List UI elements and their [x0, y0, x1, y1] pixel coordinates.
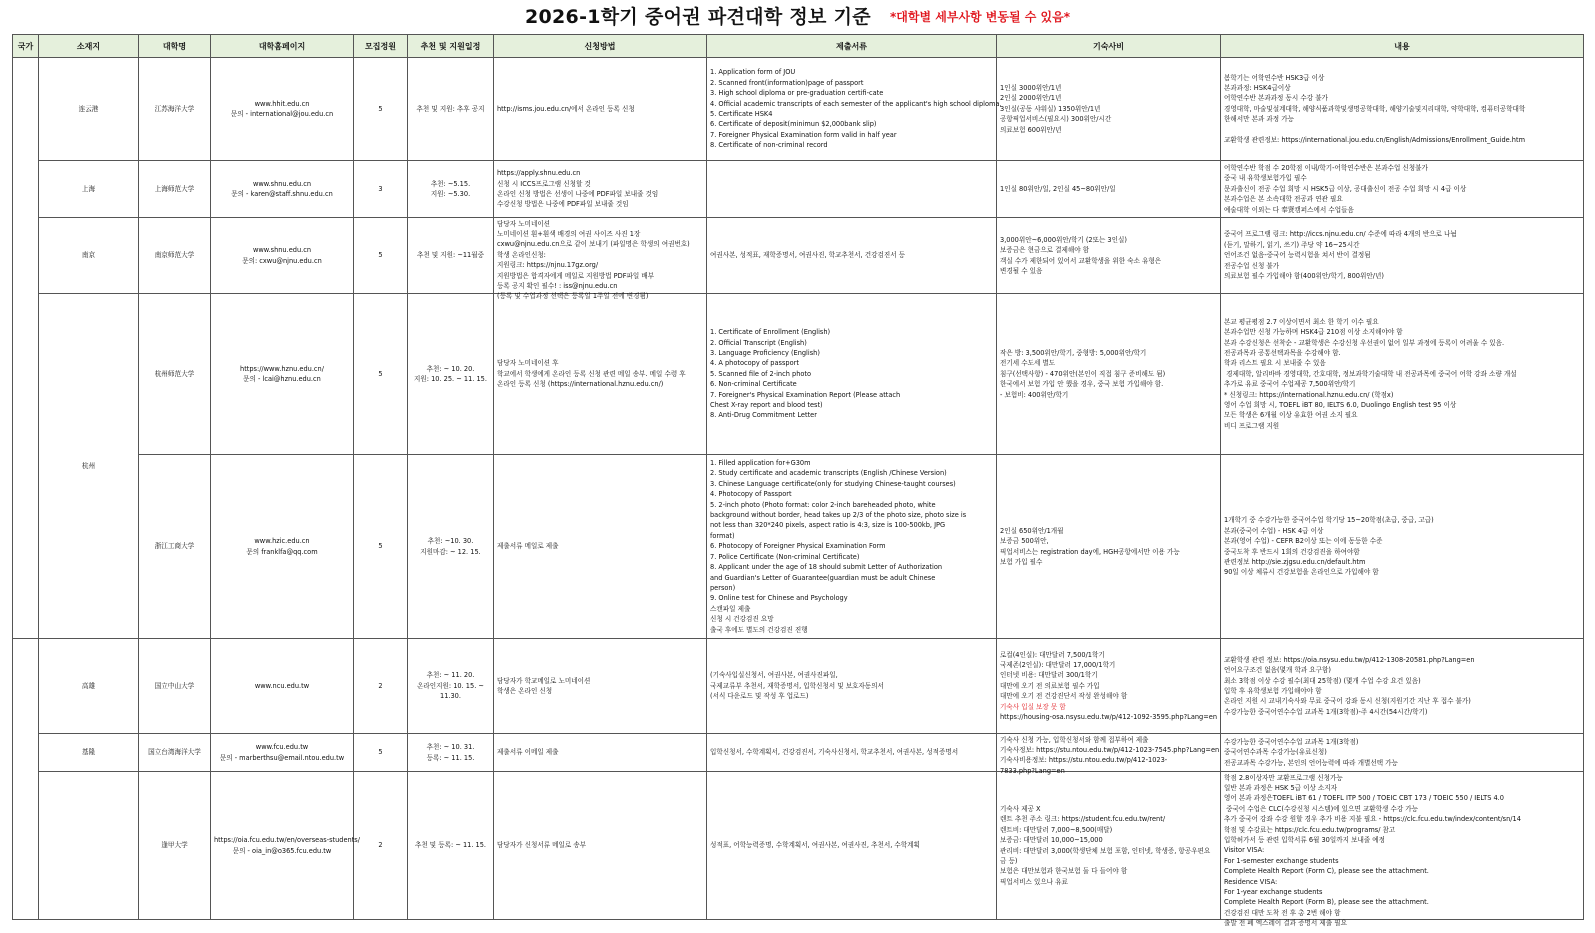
documents-cell: 여권사본, 성적표, 재학증명서, 여권사진, 학교추천서, 건강검진서 등	[707, 218, 997, 294]
documents-cell: 입학신청서, 수학계획서, 건강검진서, 기숙사신청서, 학교추천서, 여권사본, 성적증명서	[707, 734, 997, 772]
col-header-schedule: 추천 및 지원일정	[408, 35, 494, 58]
homepage-cell: https://oia.fcu.edu.tw/en/overseas-students/ 문의 - oia_in@o365.fcu.edu.tw	[211, 772, 354, 920]
dorm-cell: 작은 방: 3,500위안/학기, 중형방: 5,000위안/학기 전기세 수도세 별도 침구(선택사항) - 470위안(본인이 직접 침구 준비해도 됨) 한국에서 보험 가입 안 했을 경우, 중국 보험 가입해야 함. - 보험비: 400위안/학기	[997, 294, 1221, 455]
method-cell: 담당자가 학교메일로 노미네이션 학생은 온라인 신청	[494, 639, 707, 734]
col-header-location: 소재지	[39, 35, 139, 58]
table-row	[13, 734, 1584, 772]
table-row	[13, 455, 1584, 639]
dorm-cell: 로컬(4인실): 대만달러 7,500/1학기 국제존(2인실): 대만달러 17,000/1학기 인터넷 비용: 대만달러 300/1학기 대만에 오기 전 의료보험 필수 가입 대만에 오기 전 건강진단서 작성 완성해야 함 기숙사 입실 보장 못 함 https://housing-osa.nsysu.edu.tw/p/412-1092-3595.php?Lang=en	[997, 639, 1221, 734]
documents-cell: 성적표, 어학능력증명, 수학계획서, 여권사본, 여권사진, 추천서, 수학계획	[707, 772, 997, 920]
location-cell: 上海	[39, 161, 139, 218]
documents-cell: 1. Filled application for+G30m 2. Study certificate and academic transcripts (English /Chinese Version) 3. Chinese Language certificate(only for studying Chinese-taught courses) 4. Photocopy of Passport 5. 2-inch photo (Photo format: color 2-inch bareheaded photo, white background without border, head takes up 2/3 of the photo size, photo size is not less than 320*240 pixels, aspect ratio is 4:3, size is 100-500kb, JPG format) 6. Photocopy of Foreigner Physical Examination Form 7. Police Certificate (Non-criminal Certificate) 8. Applicant under the age of 18 should submit Letter of Authorization and Guardian's Letter of Guarantee(guardian must be adult Chinese person) 9. Online test for Chinese and Psychology 스캔파일 제출 신청 시 건강검진 요망 출국 후에도 별도의 건강검진 진행	[707, 455, 997, 639]
col-header-content: 내용	[1221, 35, 1584, 58]
homepage-cell: www.ncu.edu.tw	[211, 639, 354, 734]
schedule-cell: 추천: ~ 11. 20. 온라인지원: 10. 15. ~ 11.30.	[408, 639, 494, 734]
dorm-warning: 기숙사 입실 보장 못 함	[1000, 702, 1066, 711]
university-cell: 逢甲大学	[139, 772, 211, 920]
content-cell: 어학연수반 학점 수 20학점 이내/학기-어학연수반은 본과수업 신청불가 중국 내 유학생보험가입 필수 문과출신이 전공 수업 희망 시 HSK5급 이상, 공대출신이 전공 수업 희망 시 4급 이상 본과수업은 본 소속대학 전공과 연관 필요 예술대학 이외는 다 奉贤캠퍼스에서 수업들음	[1221, 161, 1584, 218]
method-cell: http://isms.jou.edu.cn/에서 온라인 등록 신청	[494, 58, 707, 161]
quota-cell: 5	[354, 734, 408, 772]
homepage-cell: www.fcu.edu.tw 문의 - marberthsu@email.ntou.edu.tw	[211, 734, 354, 772]
page-title: 2026-1학기 중어권 파견대학 정보 기준	[524, 6, 871, 28]
content-cell: 교환학생 관련 정보: https://oia.nsysu.edu.tw/p/412-1308-20581.php?Lang=en 언어요구조건 없음(몇개 학과 요구함) 최소 3학점 이상 수강 필수(최대 25학점) (몇개 수업 수강 요건 있음) 입학 후 유학생보험 가입해야야 함 온라인 지원 시 교내기숙사와 무료 중국어 강좌 동시 신청(지원기간 지난 후 접수 불가) 수강가능한 중국어연수수업 교과목 1개(3학점)-주 4시간(54시간/학기)	[1221, 639, 1584, 734]
quota-cell: 3	[354, 161, 408, 218]
homepage-cell: www.shnu.edu.cn 문의: cxwu@njnu.edu.cn	[211, 218, 354, 294]
dorm-cell: 1인실 80위안/일, 2인실 45~80위안/일	[997, 161, 1221, 218]
table-row	[13, 294, 1584, 455]
dorm-link: https://housing-osa.nsysu.edu.tw/p/412-1092-3595.php?Lang=en	[1000, 713, 1218, 722]
schedule-cell: 추천: ~ 10. 20. 지원: 10. 25. ~ 11. 15.	[408, 294, 494, 455]
location-cell	[39, 772, 139, 920]
quota-cell: 5	[354, 294, 408, 455]
method-cell: 담당자가 신청서류 메일로 송부	[494, 772, 707, 920]
university-info-table	[12, 34, 1584, 928]
method-cell: 제출서류 메일로 제출	[494, 455, 707, 639]
dorm-cell: 기숙사 신청 가능, 입학신청서와 함께 접부하여 제출 기숙사정보: https://stu.ntou.edu.tw/p/412-1023-7545.php?Lang=en 기숙사비용정보: https://stu.ntou.edu.tw/p/412-1023- 7833.php?Lang=en	[997, 734, 1221, 772]
schedule-cell: 추천: ~10. 30. 지원마감: ~ 12. 15.	[408, 455, 494, 639]
country-cell-china	[13, 58, 39, 639]
content-cell: 본교 평균평점 2.7 이상이면서 최소 한 학기 이수 필요 본과수업만 신청 가능하며 HSK4급 210점 이상 소지해야야 함 본과 수강신청은 선착순 - 교환학생은 수강신청 우선권이 없어 일부 과정에 등록이 어려울 수 있음. 전공과목과 공통선택과목을 수강해야 함. 학과 리스트 필요 시 보내줄 수 있음 경제대학, 알리바바 경영대학, 간호대학, 정보과학기술대학 내 전공과목에 중국어 어학 강좌 소량 개설 추가로 유료 중국어 수업제공 7,500위안/학기 * 신청링크: https://international.hznu.edu.cn/ (학점x) 영어 수업 희망 시, TOEFL iBT 80, IELTS 6.0, Duolingo English test 95 이상 모든 학생은 6개월 이상 유효한 여권 소지 필요 비디 프로그램 지원	[1221, 294, 1584, 455]
content-cell: 봄학기는 어학연수반 HSK3급 이상 본과과정: HSK4급이상 어학연수반 본과과정 동시 수강 불가 경영대학, 마술및설계대학, 해양식품과학및생명공학대학, 해양기술및지리대학, 약학대학, 컴퓨터공학대학 한해서만 본과 과정 가능 교환학생 관련정보: https://international.jou.edu.cn/English/Admissions/Enrollment_Guide.htm	[1221, 58, 1584, 161]
col-header-dorm: 기숙사비	[997, 35, 1221, 58]
quota-cell: 2	[354, 639, 408, 734]
content-cell: 중국어 프로그램 링크: http://iccs.njnu.edu.cn/ 수준에 따라 4개의 반으로 나뉨 (듣기, 말하기, 읽기, 쓰기) 주당 약 16~25시간 언어조건 없음-중국어 능력시험을 쳐서 반이 결정됨 전공수업 신청 불가 의료보험 필수 가입해야 함(400위안/학기, 800위안/년)	[1221, 218, 1584, 294]
documents-cell: (기숙사입실신청서, 여권사본, 여권사진파일, 국제교류부 추천서, 재학증명서, 입학신청서 및 보호자동의서 (서식 다운로드 및 작성 후 업로드)	[707, 639, 997, 734]
university-cell: 国立中山大学	[139, 639, 211, 734]
homepage-cell: www.hhit.edu.cn 문의 - international@jou.edu.cn	[211, 58, 354, 161]
method-cell: 담당자 노미네이션 노미네이션 흰+흰색 배경의 여권 사이즈 사진 1장 cxwu@njnu.edu.cn으로 같이 보내기 (파일명은 학생의 여권번호) 학생 온라인신청: 지원링크: https://njnu.17gz.org/ 지원방법은 합격자에게 메일로 지원방법 PDF파일 배부 등록 공지 확인 필수! : iss@njnu.edu.cn (등록 및 수업과정 선택은 등록일 1주일 전에 변경됨)	[494, 218, 707, 294]
content-cell: 수강가능한 중국어연수수업 교과목 1개(3학점) 중국어연수과목 수강가능(유료신청) 전공교과목 수강가능, 본인의 언어능력에 따라 개별선택 가능	[1221, 734, 1584, 772]
university-cell: 杭州师范大学	[139, 294, 211, 455]
table-row	[13, 772, 1584, 920]
method-cell: 제출서류 이메일 제출	[494, 734, 707, 772]
col-header-country: 국가	[13, 35, 39, 58]
quota-cell: 5	[354, 218, 408, 294]
title-bar	[0, 0, 1595, 30]
schedule-cell: 추천 및 등록: ~ 11. 15.	[408, 772, 494, 920]
homepage-cell: www.hzic.edu.cn 문의 franklfa@qq.com	[211, 455, 354, 639]
location-cell: 南京	[39, 218, 139, 294]
dorm-cell: 1인실 3000위안/1년 2인실 2000위안/1년 3인실(공동 샤워실) 1350위안/1년 공항픽업서비스(필요시) 300위안/시간 의료보험 600위안/년	[997, 58, 1221, 161]
dorm-cell: 3,000위안~6,000위안/학기 (2또는 3인실) 보증금은 현금으로 결제해야 함 객실 수가 제한되어 있어서 교환학생을 위한 숙소 유형은 변경될 수 있음	[997, 218, 1221, 294]
table-row	[13, 58, 1584, 161]
content-cell: 1개학기 중 수강가능한 중국어수업 학기당 15~20학점(초급, 중급, 고급) 본과(중국어 수업) - HSK 4급 이상 본과(영어 수업) - CEFR B2이상 또는 이에 동등한 수준 중국도착 후 반드시 1회의 건강검진을 하여야함 관련정보 http://sie.zjgsu.edu.cn/default.htm 90일 이상 체류시 건강보험을 온라인으로 가입해야 함	[1221, 455, 1584, 639]
table-row	[13, 218, 1584, 294]
schedule-cell: 추천: ~5.15. 지원: ~5.30.	[408, 161, 494, 218]
table-row	[13, 161, 1584, 218]
location-cell: 连云港	[39, 58, 139, 161]
university-cell: 国立台湾海洋大学	[139, 734, 211, 772]
documents-cell	[707, 161, 997, 218]
method-cell: 담당자 노미네이션 후 학교에서 학생에게 온라인 등록 신청 관련 메일 송부. 메일 수령 후 온라인 등록 신청 (https://international.hznu.edu.cn/)	[494, 294, 707, 455]
col-header-method: 신청방법	[494, 35, 707, 58]
location-cell: 高雄	[39, 639, 139, 734]
table-row	[13, 639, 1584, 734]
university-cell: 江苏海洋大学	[139, 58, 211, 161]
university-cell: 浙江工商大学	[139, 455, 211, 639]
dorm-cell: 기숙사 제공 X 렌트 추천 주소 링크: https://student.fcu.edu.tw/rent/ 렌트비: 대만달러 7,000~8,500(매달) 보증금: 대만달러 10,000~15,000 관리비: 대만달러 3,000(학생단체 보험 포함, 인터넷, 학생증, 항공우편요 금 등) 보험은 대만보험과 한국보험 둘 다 들어야 함 픽업서비스 있으나 유료	[997, 772, 1221, 920]
location-cell: 杭州	[39, 294, 139, 639]
dorm-cell: 2인실 650위안/1개월 보증금 500위안, 픽업서비스는 registration day에, HGH공항에서만 이용 가능 보험 가입 필수	[997, 455, 1221, 639]
university-cell: 上海师范大学	[139, 161, 211, 218]
documents-cell: 1. Certificate of Enrollment (English) 2. Official Transcript (English) 3. Language Proficiency (English) 4. A photocopy of passport 5. Scanned file of 2-inch photo 6. Non-criminal Certificate 7. Foreigner's Physical Examination Report (Please attach Chest X-ray report and blood test) 8. Anti-Drug Commitment Letter	[707, 294, 997, 455]
col-header-documents: 제출서류	[707, 35, 997, 58]
documents-cell: 1. Application form of JOU 2. Scanned front(information)page of passport 3. High school diploma or pre-graduation certifi-cate 4. Official academic transcripts of each semester of the applicant's high school diploma, 5. Certificate HSK4 6. Certificate of deposit(minimun $2,000bank slip) 7. Foreigner Physical Examination form valid in half year 8. Certificate of non-criminal record	[707, 58, 997, 161]
homepage-cell: www.shnu.edu.cn 문의 - karen@staff.shnu.edu.cn	[211, 161, 354, 218]
location-cell: 基隆	[39, 734, 139, 772]
quota-cell: 2	[354, 772, 408, 920]
homepage-cell: https://www.hznu.edu.cn/ 문의 - lcai@hznu.edu.cn	[211, 294, 354, 455]
col-header-university: 대학명	[139, 35, 211, 58]
content-cell: 학점 2.8이상자만 교환프로그램 신청가능 일반 본과 과정은 HSK 5급 이상 소지자 영어 본과 과정은TOEFL iBT 61 / TOEFL ITP 500 / TOEIC CBT 173 / TOEIC 550 / IELTS 4.0 중국어 수업은 CLC(수강신청 시스템)에 있으면 교환학생 수강 가능 추가 중국어 강좌 수강 원할 경우 추가 비용 지불 필요 - https://clc.fcu.edu.tw/index/content/sn/14 학점 및 수강료는 https://clc.fcu.edu.tw/programs/ 참고 입학허가서 등 관련 입학서류 6월 30일까지 보내줄 예정 Visitor VISA: For 1-semester exchange students Complete Health Report (Form C), please see the attachment. Residence VISA: For 1-year exchange students Complete Health Report (Form B), please see the attachment. 건강검진 대만 도착 전 후 총 2번 해야 함 출발 전 폐 엑스레이 결과 증명서 제출 필요	[1221, 772, 1584, 920]
schedule-cell: 추천 및 지원: ~11월중	[408, 218, 494, 294]
col-header-quota: 모집정원	[354, 35, 408, 58]
quota-cell: 5	[354, 58, 408, 161]
country-cell-taiwan	[13, 639, 39, 920]
university-cell: 南京师范大学	[139, 218, 211, 294]
col-header-homepage: 대학홈페이지	[211, 35, 354, 58]
schedule-cell: 추천: ~ 10. 31. 등록: ~ 11. 15.	[408, 734, 494, 772]
quota-cell: 5	[354, 455, 408, 639]
method-cell: https://apply.shnu.edu.cn 신청 시 ICCS프로그램 신청할 것 온라인 신청 방법은 선생이 나중에 PDF파일 보내줄 것임 수강신청 방법은 나중에 PDF파일 보내줄 것임	[494, 161, 707, 218]
change-notice: *대학별 세부사항 변동될 수 있음*	[890, 10, 1070, 24]
header-row	[13, 35, 1584, 58]
schedule-cell: 추천 및 지원: 추후 공지	[408, 58, 494, 161]
